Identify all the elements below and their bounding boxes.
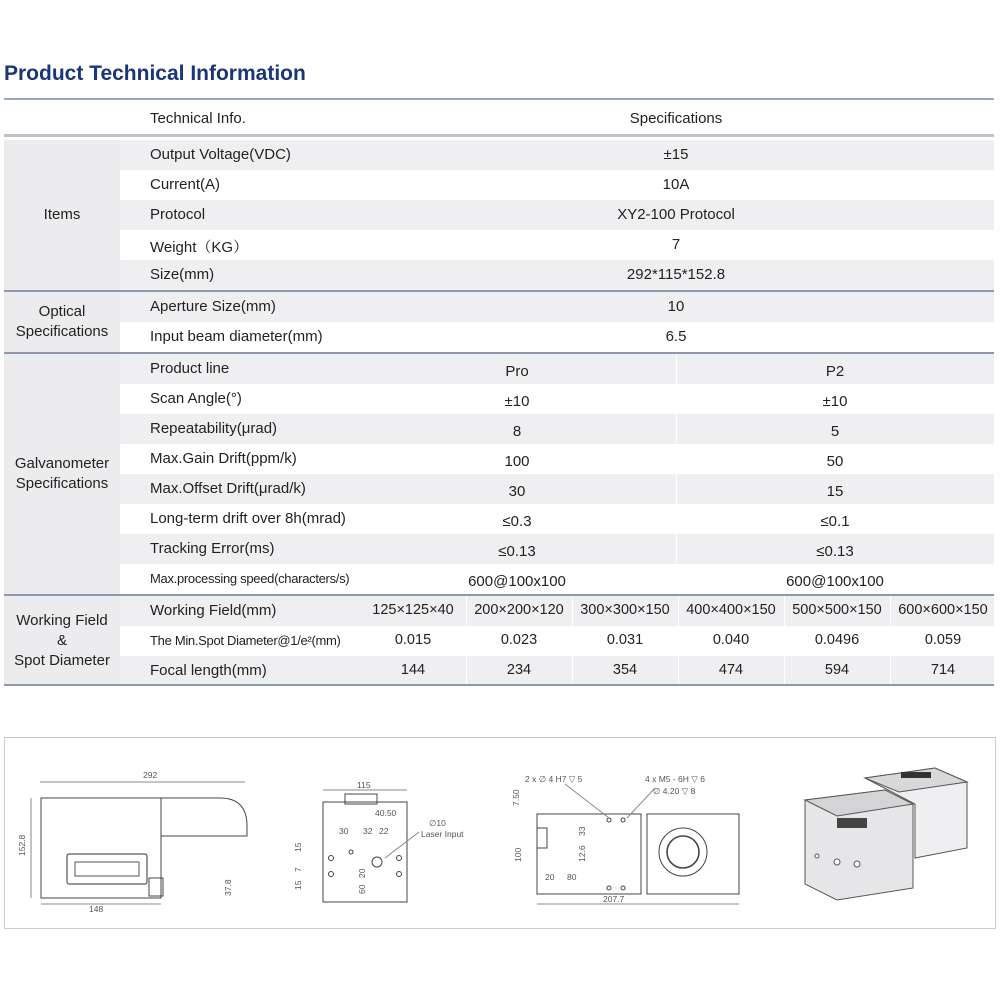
mount-hole (397, 856, 402, 861)
p2-value: P2 (825, 363, 845, 380)
row-label: Aperture Size(mm) (150, 298, 276, 315)
table-row (120, 384, 994, 414)
dim-front-d1: 40.50 (375, 808, 397, 818)
column-separator (784, 596, 785, 686)
field-value: 125×125×40 (372, 602, 454, 618)
field-value: 200×200×120 (474, 602, 564, 618)
dim-front-v4: 60 (357, 884, 367, 894)
dim-front-v2: 7 (293, 867, 303, 872)
dim-bottom-d1: 7.50 (511, 789, 521, 806)
table-row (120, 260, 994, 290)
pro-value: 8 (512, 423, 522, 440)
pro-value: 100 (504, 453, 530, 470)
row-label: Scan Angle(°) (150, 390, 242, 407)
title-divider (4, 98, 994, 100)
side-body (41, 798, 161, 898)
row-label: Product line (150, 360, 230, 377)
category-working-field (4, 596, 120, 686)
spot-value: 0.031 (606, 632, 644, 648)
table-row (120, 534, 994, 564)
column-separator (890, 596, 891, 686)
row-label: The Min.Spot Diameter@1/e²(mm) (150, 633, 341, 648)
focal-value: 594 (824, 662, 850, 678)
table-row (120, 504, 994, 534)
table-row (120, 474, 994, 504)
row-label: Max.processing speed(characters/s) (150, 571, 350, 586)
row-label: Protocol (150, 206, 206, 223)
column-separator (678, 596, 679, 686)
pro-value: ≤0.3 (502, 513, 532, 530)
row-value: 10 (667, 298, 685, 315)
technical-drawings-panel (4, 737, 996, 929)
row-value: ±15 (663, 146, 689, 163)
category-optical (4, 292, 120, 352)
bottom-note-holes: 2 x ∅ 4 H7 ▽ 5 (525, 774, 583, 784)
row-label: Max.Offset Drift(μrad/k) (150, 480, 306, 497)
iso-hole (854, 861, 860, 867)
table-row (120, 354, 994, 384)
focal-value: 354 (612, 662, 638, 678)
category-optical-line2: Specifications (15, 323, 109, 340)
mount-hole (621, 818, 625, 822)
spot-value: 0.040 (712, 632, 750, 648)
bottom-head (647, 814, 739, 894)
column-separator (676, 354, 677, 594)
row-label: Long-term drift over 8h(mrad) (150, 510, 346, 527)
dim-bottom-d2: 33 (577, 826, 587, 836)
laser-input-aperture (372, 857, 382, 867)
spot-value: 0.0496 (814, 632, 860, 648)
side-head (161, 798, 247, 836)
category-items-label: Items (43, 206, 81, 223)
field-value: 400×400×150 (686, 602, 776, 618)
pro-value: ≤0.13 (498, 543, 536, 560)
pro-value: 600@100x100 (468, 573, 566, 590)
technical-drawings (5, 738, 995, 928)
table-row (120, 140, 994, 170)
leader-line (385, 832, 419, 858)
p2-value: 600@100x100 (786, 573, 884, 590)
row-value: 292*115*152.8 (626, 266, 726, 283)
header-technical-info: Technical Info. (150, 110, 246, 127)
row-value: 10A (662, 176, 690, 193)
row-label: Output Voltage(VDC) (150, 146, 291, 163)
mount-hole (607, 886, 611, 890)
dim-side-length: 292 (143, 770, 158, 780)
field-value: 600×600×150 (898, 602, 988, 618)
front-view-drawing (293, 780, 464, 902)
column-separator (572, 596, 573, 686)
category-galvo-line1: Galvanometer (14, 455, 110, 472)
dim-front-d4: 22 (379, 826, 389, 836)
header-divider (4, 134, 994, 137)
iso-hole (815, 854, 819, 858)
category-optical-line1: Optical (38, 303, 86, 320)
category-galvanometer (4, 354, 120, 594)
category-wf-line3: Spot Diameter (14, 652, 110, 669)
row-label: Size(mm) (150, 266, 215, 283)
spot-value: 0.015 (394, 632, 432, 648)
isometric-view-drawing (805, 768, 967, 900)
category-galvo-line2: Specifications (15, 475, 109, 492)
table-row (120, 656, 994, 686)
table-row (120, 626, 994, 656)
dim-front-width: 115 (357, 780, 371, 790)
section-divider (4, 684, 994, 686)
row-label: Repeatability(μrad) (150, 420, 278, 437)
iso-heatsink (837, 818, 867, 828)
dim-bottom-d3: 12.6 (577, 845, 587, 862)
row-label: Weight（KG） (150, 239, 249, 256)
dim-front-v3: 15 (293, 880, 303, 890)
row-label: Focal length(mm) (150, 662, 267, 679)
p2-value: ±10 (822, 393, 848, 410)
table-row (120, 444, 994, 474)
connector-plate (67, 854, 147, 884)
connector-slot (75, 862, 139, 876)
pro-value: Pro (505, 363, 529, 380)
p2-value: 50 (826, 453, 844, 470)
dim-side-small: 37.8 (223, 879, 233, 896)
iso-label-plate (901, 772, 931, 778)
table-row (120, 230, 994, 260)
focal-value: 714 (930, 662, 956, 678)
row-label: Tracking Error(ms) (150, 540, 275, 557)
dim-side-height: 152.8 (17, 834, 27, 856)
output-lens-inner (667, 836, 699, 868)
table-header (120, 104, 994, 134)
header-specifications: Specifications (629, 110, 723, 127)
dim-front-v5: 20 (357, 868, 367, 878)
category-items (4, 140, 120, 290)
bottom-note-bore: ∅ 4.20 ▽ 8 (653, 786, 696, 796)
mount-hole (397, 872, 402, 877)
table-row (120, 170, 994, 200)
dim-bottom-d4: 100 (513, 847, 523, 862)
mount-hole (329, 856, 334, 861)
category-wf-line2: & (56, 632, 67, 649)
row-label: Current(A) (150, 176, 221, 193)
table-row (120, 322, 994, 352)
dim-bottom-d6: 80 (567, 872, 577, 882)
pro-value: 30 (508, 483, 526, 500)
pro-value: ±10 (504, 393, 530, 410)
row-label: Max.Gain Drift(ppm/k) (150, 450, 297, 467)
row-value: 7 (671, 236, 681, 253)
table-row (120, 596, 994, 626)
table-row (120, 414, 994, 444)
iso-hole (834, 859, 840, 865)
p2-value: ≤0.1 (820, 513, 850, 530)
dim-front-v1: 15 (293, 842, 303, 852)
bottom-connector (537, 828, 547, 848)
dim-front-d3: 32 (363, 826, 373, 836)
bottom-view-drawing (511, 774, 739, 904)
mount-hole (349, 850, 353, 854)
leader-line (565, 784, 609, 818)
spot-value: 0.059 (924, 632, 962, 648)
row-value: XY2-100 Protocol (617, 206, 735, 223)
field-value: 300×300×150 (580, 602, 670, 618)
bottom-body (537, 814, 641, 894)
p2-value: 5 (830, 423, 840, 440)
p2-value: 15 (826, 483, 844, 500)
field-value: 500×500×150 (792, 602, 882, 618)
bottom-note-threads: 4 x M5 - 6H ▽ 6 (645, 774, 705, 784)
table-row (120, 292, 994, 322)
column-separator (466, 596, 467, 686)
dim-front-aperture: ∅10 (429, 818, 446, 828)
page-title: Product Technical Information (4, 62, 306, 85)
table-row (120, 200, 994, 230)
mount-hole (607, 818, 611, 822)
mount-hole (329, 872, 334, 877)
row-label: Working Field(mm) (150, 602, 277, 619)
spot-value: 0.023 (500, 632, 538, 648)
p2-value: ≤0.13 (816, 543, 854, 560)
front-laser-input-label: Laser Input (421, 829, 464, 839)
focal-value: 144 (400, 662, 426, 678)
row-value: 6.5 (665, 328, 687, 345)
dim-bottom-d5: 20 (545, 872, 555, 882)
dim-bottom-length: 207.7 (603, 894, 625, 904)
focal-value: 234 (506, 662, 532, 678)
dim-side-base: 148 (89, 904, 104, 914)
row-label: Input beam diameter(mm) (150, 328, 323, 345)
dim-front-d2: 30 (339, 826, 349, 836)
category-wf-line1: Working Field (16, 612, 108, 629)
table-row (120, 564, 994, 594)
focal-value: 474 (718, 662, 744, 678)
mount-hole (621, 886, 625, 890)
side-view-drawing (17, 770, 247, 914)
